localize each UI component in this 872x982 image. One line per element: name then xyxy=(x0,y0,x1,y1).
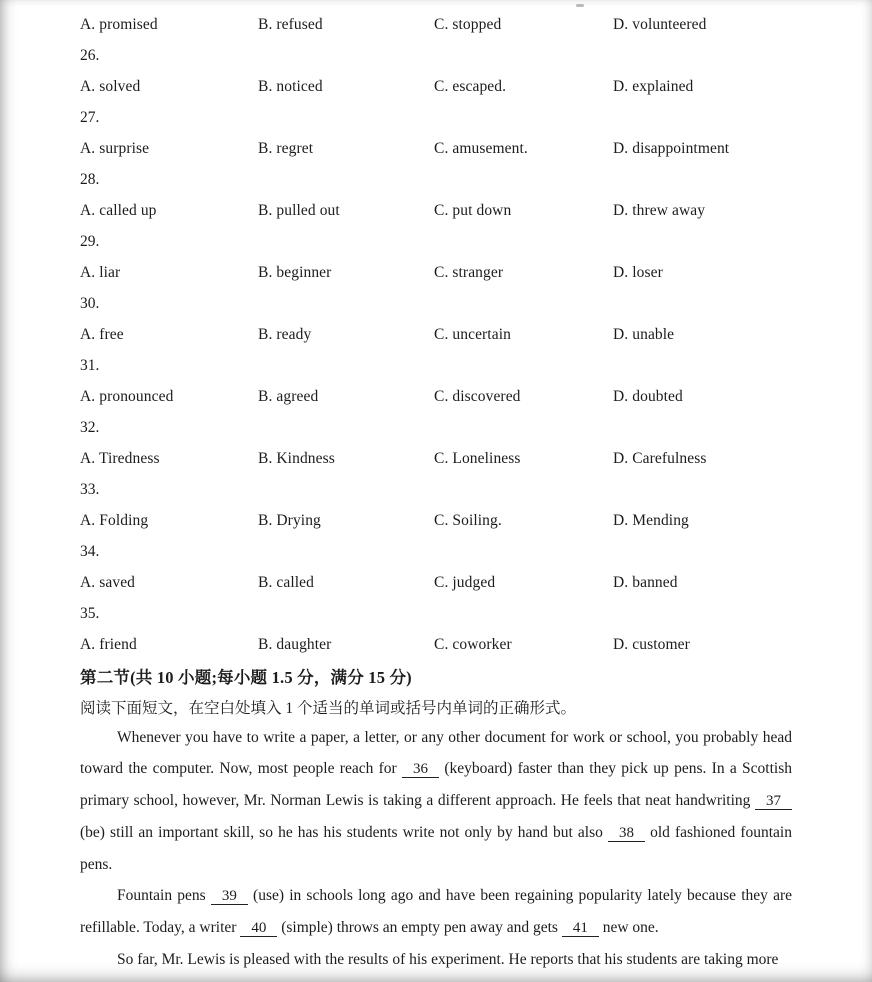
choice-options-row xyxy=(80,567,792,598)
choice-option-d: D. loser xyxy=(613,263,663,281)
choice-option-c: C. put down xyxy=(434,201,512,219)
choice-option-b: B. refused xyxy=(258,15,323,33)
choice-option-a: A. free xyxy=(80,325,124,343)
choice-option-c: C. stopped xyxy=(434,15,502,33)
passage-text: So far, Mr. Lewis is pleased with the results of his experiment. He reports that his students are taking more xyxy=(117,951,779,968)
question-number: 26. xyxy=(80,46,100,64)
passage-text: (keyboard) faster than they pick up pens. In a Scottish primary school, however, Mr. Norman Lewis is taking a different approach. He feels that neat handwriting xyxy=(80,760,792,809)
choice-options-row xyxy=(80,195,792,226)
question-number: 34. xyxy=(80,542,100,560)
choice-option-c: C. judged xyxy=(434,573,496,591)
multiple-choice-block xyxy=(80,9,792,660)
choice-option-d: D. unable xyxy=(613,325,675,343)
question-number: 31. xyxy=(80,356,100,374)
choice-option-b: B. Kindness xyxy=(258,449,335,467)
choice-options-row xyxy=(80,381,792,412)
passage-paragraph xyxy=(80,880,792,944)
section-heading: 第二节(共 10 小题;每小题 1.5 分，满分 15 分) xyxy=(80,667,412,687)
question-number: 30. xyxy=(80,294,100,312)
passage-text: old fashioned fountain pens. xyxy=(80,824,792,873)
choice-option-d: D. customer xyxy=(613,635,690,653)
passage-paragraph xyxy=(80,944,792,975)
fill-blank-36: 36 xyxy=(402,761,439,778)
choice-option-d: D. threw away xyxy=(613,201,706,219)
scan-artifact-mark xyxy=(576,4,584,7)
question-number: 29. xyxy=(80,232,100,250)
passage-text: (simple) throws an empty pen away and gets xyxy=(277,919,562,936)
choice-option-d: D. Mending xyxy=(613,511,689,529)
fill-blank-41: 41 xyxy=(562,920,599,937)
fill-blank-38: 38 xyxy=(608,825,645,842)
fill-blank-39: 39 xyxy=(211,888,248,905)
choice-option-c: C. Soiling. xyxy=(434,511,502,529)
choice-option-a: A. Folding xyxy=(80,511,149,529)
choice-options-row xyxy=(80,71,792,102)
choice-option-c: C. coworker xyxy=(434,635,512,653)
choice-option-d: D. volunteered xyxy=(613,15,707,33)
choice-option-a: A. Tiredness xyxy=(80,449,160,467)
choice-option-b: B. ready xyxy=(258,325,312,343)
cloze-passage xyxy=(80,722,792,975)
choice-option-b: B. Drying xyxy=(258,511,321,529)
fill-blank-37: 37 xyxy=(755,793,792,810)
choice-options-row xyxy=(80,133,792,164)
passage-text: (use) in schools long ago and have been regaining popularity lately because they are refillable. Today, a writer xyxy=(80,887,792,936)
fill-blank-40: 40 xyxy=(240,920,277,937)
question-number: 35. xyxy=(80,604,100,622)
choice-option-a: A. solved xyxy=(80,77,141,95)
choice-option-a: A. pronounced xyxy=(80,387,174,405)
choice-option-a: A. surprise xyxy=(80,139,150,157)
choice-option-c: C. Loneliness xyxy=(434,449,521,467)
choice-option-b: B. regret xyxy=(258,139,314,157)
question-number: 32. xyxy=(80,418,100,436)
choice-option-c: C. escaped. xyxy=(434,77,507,95)
question-number: 28. xyxy=(80,170,100,188)
passage-text: Whenever you have to write a paper, a letter, or any other document for work or school, you probably head toward the computer. Now, most people reach for xyxy=(80,729,792,777)
document-body xyxy=(80,9,792,975)
choice-options-row xyxy=(80,505,792,536)
section-instructions: 阅读下面短文，在空白处填入 1 个适当的单词或括号内单词的正确形式。 xyxy=(80,699,577,717)
choice-option-a: A. called up xyxy=(80,201,157,219)
passage-paragraph xyxy=(80,722,792,880)
choice-option-d: D. Carefulness xyxy=(613,449,707,467)
choice-option-b: B. daughter xyxy=(258,635,332,653)
passage-text: new one. xyxy=(598,919,659,936)
question-number: 27. xyxy=(80,108,100,126)
choice-options-row xyxy=(80,629,792,660)
choice-option-b: B. agreed xyxy=(258,387,319,405)
passage-text: Fountain pens xyxy=(117,887,211,904)
choice-option-b: B. pulled out xyxy=(258,201,340,219)
choice-option-a: A. saved xyxy=(80,573,136,591)
choice-option-b: B. called xyxy=(258,573,314,591)
choice-option-d: D. banned xyxy=(613,573,678,591)
choice-option-d: D. disappointment xyxy=(613,139,730,157)
choice-options-row xyxy=(80,319,792,350)
choice-option-c: C. stranger xyxy=(434,263,504,281)
choice-option-a: A. friend xyxy=(80,635,137,653)
choice-option-d: D. explained xyxy=(613,77,694,95)
choice-options-row xyxy=(80,9,792,40)
choice-option-c: C. amusement. xyxy=(434,139,528,157)
choice-options-row xyxy=(80,257,792,288)
choice-option-d: D. doubted xyxy=(613,387,683,405)
choice-option-c: C. uncertain xyxy=(434,325,511,343)
choice-option-a: A. liar xyxy=(80,263,121,281)
choice-option-b: B. beginner xyxy=(258,263,332,281)
choice-options-row xyxy=(80,443,792,474)
question-number: 33. xyxy=(80,480,100,498)
choice-option-c: C. discovered xyxy=(434,387,521,405)
passage-text: (be) still an important skill, so he has his students write not only by hand but also xyxy=(80,824,608,841)
choice-option-b: B. noticed xyxy=(258,77,323,95)
choice-option-a: A. promised xyxy=(80,15,158,33)
